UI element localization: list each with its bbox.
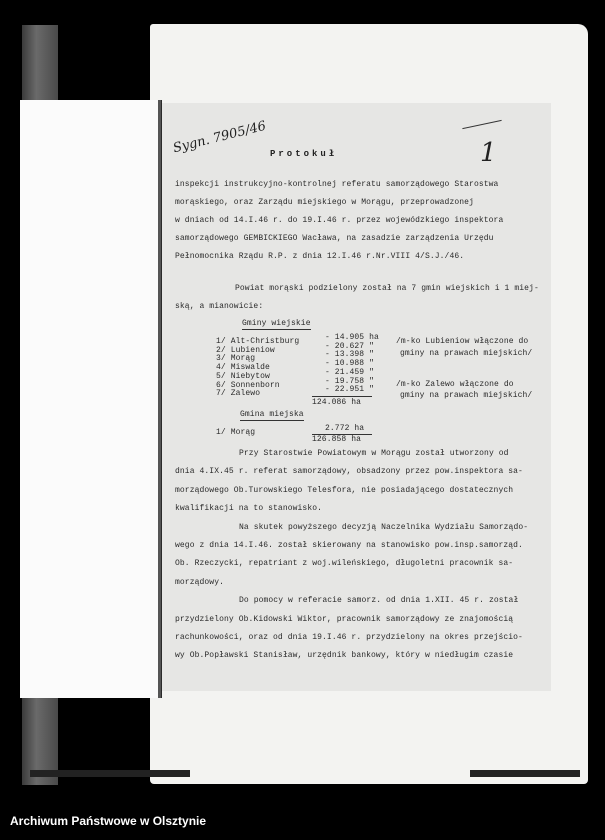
body-line: wego z dnia 14.I.46. został skierowany na stanowisko pow.insp.samorząd. [175,541,523,550]
document-title: Protokuł [270,149,338,159]
body-line: Ob. Rzeczycki, repatriant z woj.wileńskiego, długoletni pracownik sa- [175,559,514,569]
corner-mark: 1 [480,138,497,168]
rural-row-name: 2/ Lubieniow [216,345,275,355]
intro-line: Pełnomocnika Rządu R.P. z dnia 12.I.46 r.Nr.VIII 4/S.J./46. [175,252,465,261]
urban-area: 2.772 ha [325,424,365,433]
rural-row-name: 5/ Niebytow [216,371,270,381]
urban-name: 1/ Morąg [216,428,256,437]
rural-row-name: 1/ Alt-Christburg [216,337,300,346]
body-line: Przy Starostwie Powiatowym w Morągu został utworzony od [239,449,509,458]
rural-row-area: - 10.988 " [325,359,375,369]
rural-row-area: - 14.905 ha [325,333,379,342]
intro-line: w dniach od 14.I.46 r. do 19.I.46 r. przez wojewódzkiego inspektora [175,216,504,225]
signature-handwriting: Sygn. 7905/46 [171,118,268,157]
rural-row-area: - 22.951 " [325,385,375,395]
body-line: morządowy. [175,577,225,587]
note-zalewo-2: gminy na prawach miejskich/ [400,391,533,400]
rural-heading: Gminy wiejskie [242,319,311,328]
powiat-line: ską, a mianowicie: [175,302,264,311]
rural-row-name: 3/ Morąg [216,354,256,364]
rural-row-name: 4/ Miswalde [216,363,270,373]
film-edge-strip-right [470,770,580,777]
body-line: dnia 4.IX.45 r. referat samorządowy, obsadzony przez pow.inspektora sa- [175,467,523,477]
note-zalewo-1: /m-ko Zalewo włączone do [396,380,514,389]
body-line: wy Ob.Popławski Stanisław, urzędnik bankowy, który w niedługim czasie [175,651,514,661]
rural-row-area: - 13.398 " [325,350,375,360]
body-line: rachunkowości, oraz od dnia 19.I.46 r. przydzielony na okres przejścio- [175,633,523,642]
body-line: kwalifikacji na to stanowisko. [175,504,323,514]
intro-line: morąskiego, oraz Zarządu miejskiego w Morągu, przeprowadzonej [175,198,474,207]
film-edge-strip [30,770,190,777]
archive-footer: Archiwum Państwowe w Olsztynie [10,814,207,828]
rural-row-name: 7/ Zalewo [216,389,261,399]
urban-heading: Gmina miejska [240,410,304,419]
note-lubieniow-2: gminy na prawach miejskich/ [400,349,533,358]
rural-total-line [312,396,372,397]
body-line: Na skutek powyższego decyzją Naczelnika Wydziału Samorządo- [239,522,529,532]
body-line: Do pomocy w referacie samorz. od dnia 1.XII. 45 r. został [239,596,519,606]
slip-edge [158,100,161,698]
rural-total: 124.086 ha [312,398,362,407]
rural-row-area: - 20.627 " [325,341,375,351]
paper-slip [20,100,162,698]
intro-line: samorządowego GEMBICKIEGO Wacława, na zasadzie zarządzenia Urzędu [175,234,494,243]
rural-row-area: - 21.459 " [325,367,375,377]
intro-line: inspekcji instrukcyjno-kontrolnej referatu samorządowego Starostwa [175,180,499,189]
powiat-line: Powiat morąski podzielony został na 7 gmin wiejskich i 1 miej- [235,284,539,293]
body-line: morządowego Ob.Turowskiego Telesfora, nie posiadającego dostatecznych [175,485,514,495]
rural-row-area: - 19.758 " [325,376,375,386]
urban-total: 126.858 ha [312,435,362,444]
body-line: przydzielony Ob.Kidowski Wiktor, pracownik samorządowy ze znajomością [175,614,514,624]
note-lubieniow-1: /m-ko Lubieniow włączone do [396,337,529,346]
rural-row-name: 6/ Sonnenborn [216,380,280,390]
